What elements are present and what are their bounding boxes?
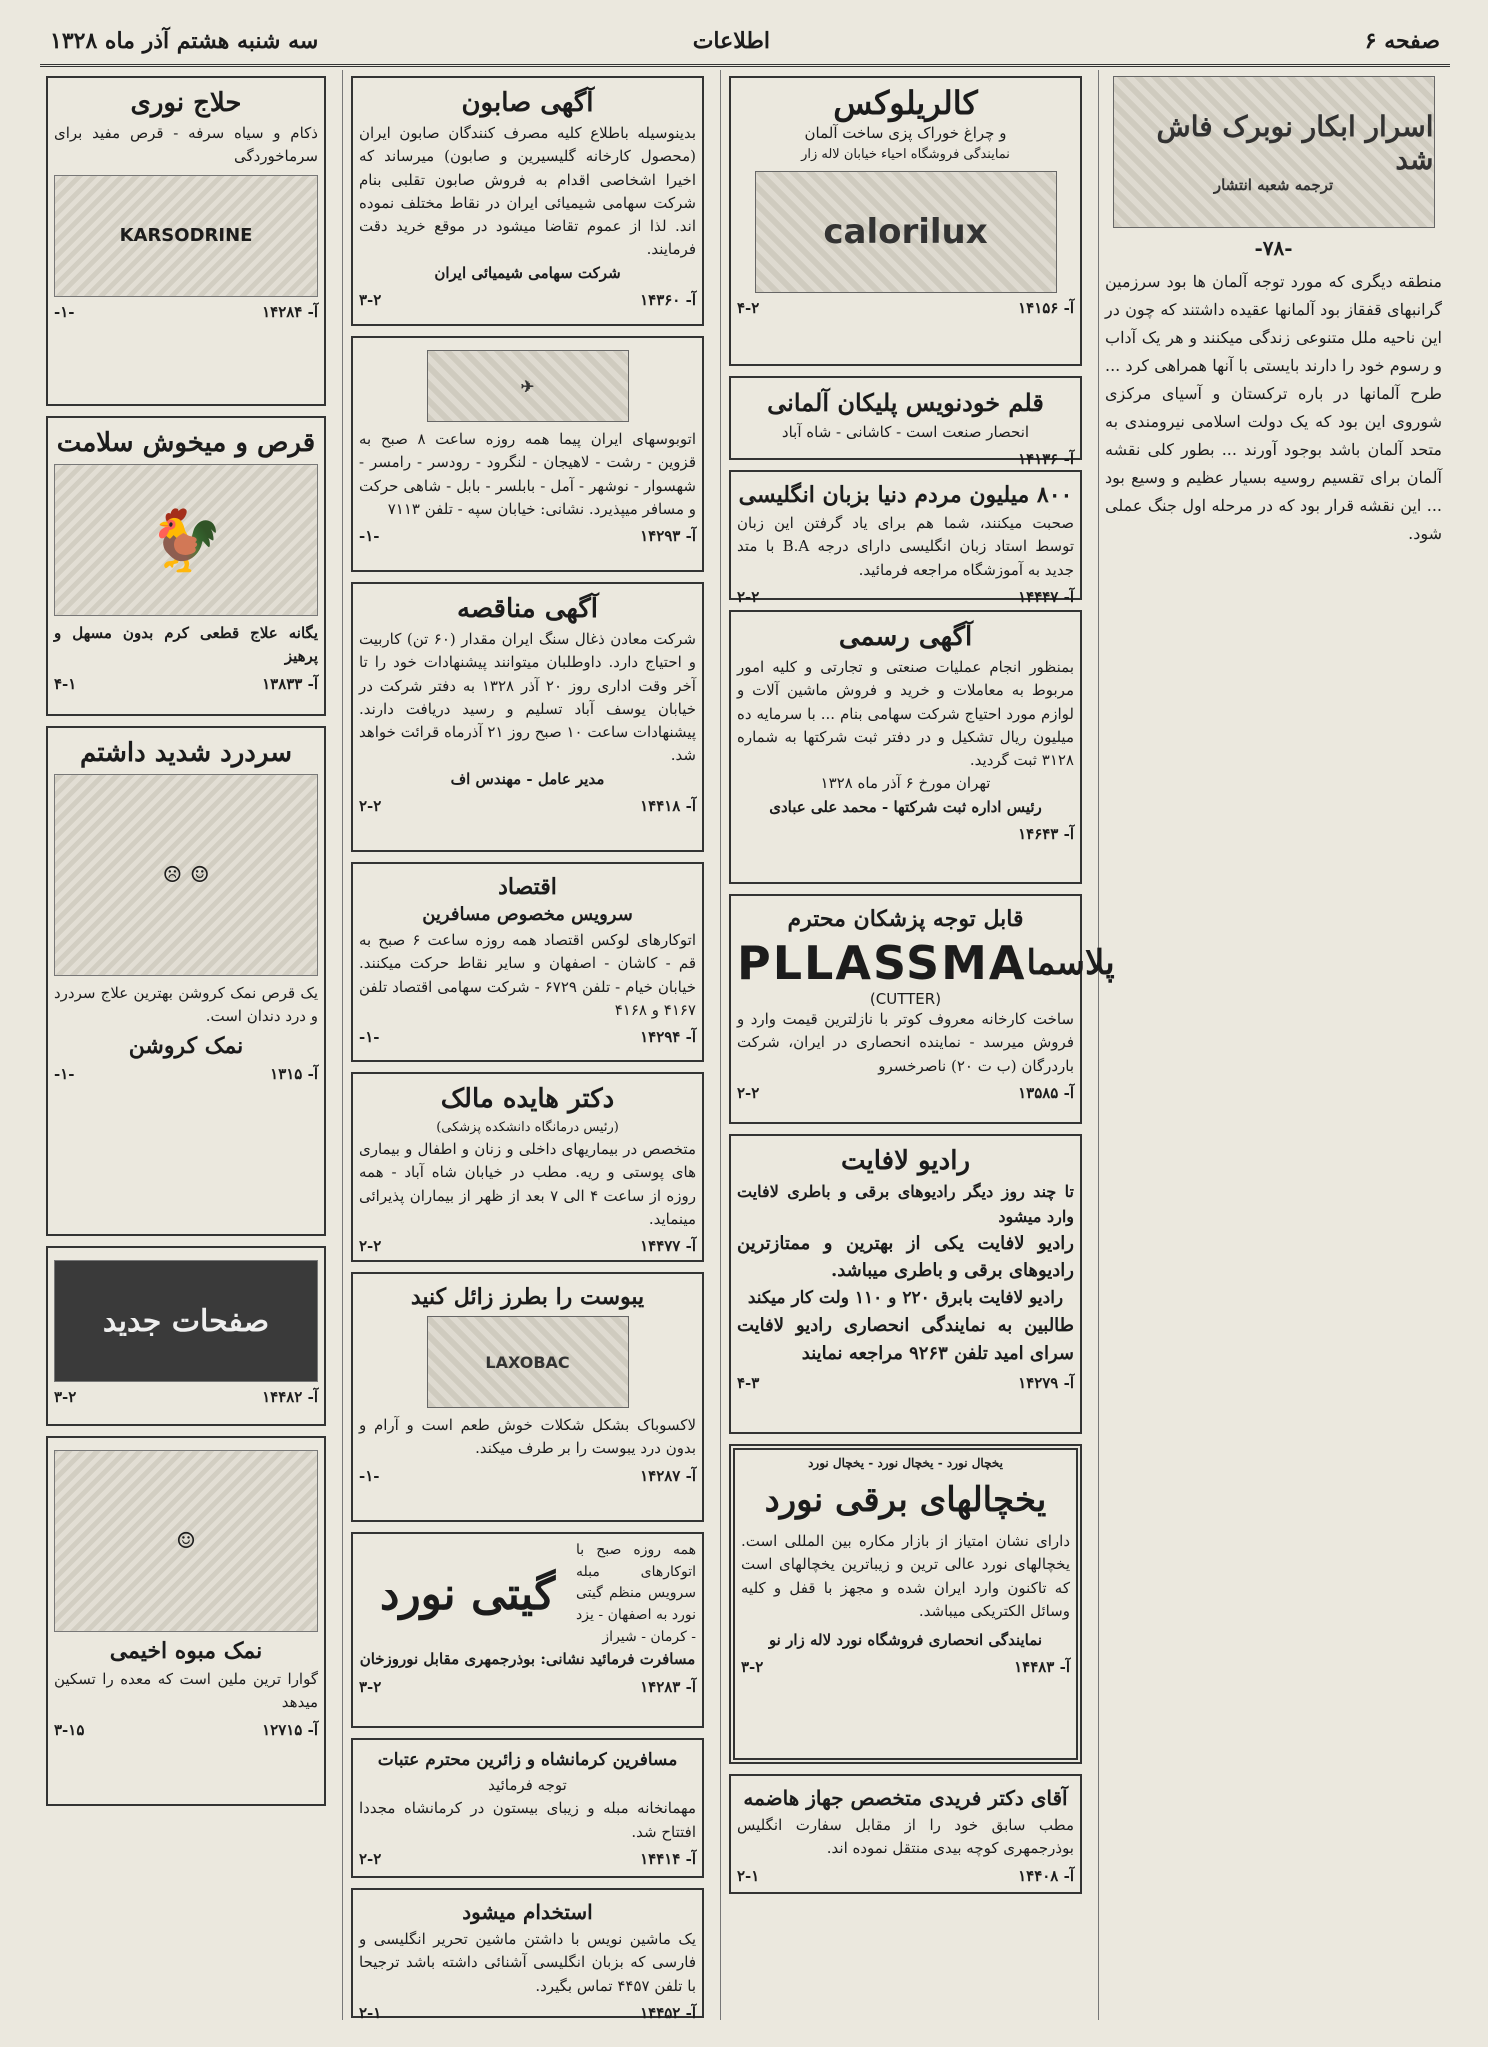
hire-body: یک ماشین نویس با داشتن ماشین تحریر انگلیسی و فارسی که بزبان انگلیسی آشنائی داشته باشد ترجیحا با تلفن ۴۴۵۷ تماس بگیرد.: [359, 1930, 696, 1995]
plasma-lead: قابل توجه پزشکان محترم: [787, 906, 1024, 932]
soap-title: آگهی صابون: [461, 88, 594, 118]
official-date: تهران مورخ ۶ آذر ماه ۱۳۲۸: [820, 774, 991, 793]
books-title: صفحات جدید: [54, 1260, 318, 1382]
serial-title: اسرار ابکار نوبرک فاش شد: [1156, 110, 1434, 176]
issue-date: سه شنبه هشتم آذر ماه ۱۳۲۸: [50, 28, 319, 54]
hallaj-code: آ- ۱۴۲۸۴ -۱-: [54, 302, 318, 321]
salamat-code: آ- ۱۳۸۳۳ ۴-۱: [54, 674, 318, 693]
hire-ad: [351, 1888, 704, 2022]
tender-ad: [351, 582, 704, 852]
hire-code: آ- ۱۴۴۵۲ ۲-۱: [359, 2003, 696, 2022]
headache-code: آ- ۱۳۱۵ -۱-: [54, 1064, 318, 1083]
tender-signature: مدیر عامل - مهندس اف: [450, 769, 605, 788]
hallaj-body: ذکام و سیاه سرفه - قرص مفید برای سرماخوردگی: [54, 124, 318, 166]
fridge-agent: نمایندگی انحصاری فروشگاه نورد لاله زار نو: [768, 1631, 1043, 1649]
hire-title: استخدام میشود: [462, 1900, 593, 1924]
kermanshah-title: مسافرین کرمانشاه و زائرین محترم عتبات: [377, 1750, 678, 1770]
iran-bus-ad: [351, 336, 704, 572]
serial-number: -۷۸-: [1254, 236, 1293, 260]
radio-body-1: تا چند روز دیگر رادیوهای برقی و باطری لافایت وارد میشود: [737, 1182, 1074, 1226]
serial-banner: [1113, 76, 1435, 228]
column-2: [720, 70, 1115, 2020]
headache-title: سردرد شدید داشتم: [80, 738, 292, 768]
radio-code: آ- ۱۴۲۷۹ ۴-۳: [737, 1373, 1074, 1392]
biscuit-ad: [46, 1436, 326, 1806]
eghtesad-title: سرویس مخصوص مسافرین: [422, 904, 633, 925]
soap-body: بدینوسیله باطلاع کلیه مصرف کنندگان صابون ایران (محصول کارخانه گلیسیرین و صابون) میرساند که اخیرا اشخاصی اقدام به فروش صابون تقلبی بنام شرکت سهامی شیمیائی ایران در نقاط مختلف نموده اند. لذا از عموم تقاضا میشود در موقع خرید دقت فرمایند.: [359, 124, 696, 259]
kermanshah-ad: [351, 1738, 704, 1878]
radio-body-4: طالبین به نمایندگی انحصاری رادیو لافایت سرای امید تلفن ۹۲۶۳ مراجعه نمایند: [737, 1314, 1074, 1364]
giti-brand: گیتی نورد: [379, 1568, 556, 1620]
calorilux-code: آ- ۱۴۱۵۶ ۴-۲: [737, 299, 1074, 318]
eghtesad-logo: اقتصاد: [498, 874, 557, 900]
official-title: آگهی رسمی: [838, 622, 973, 652]
tender-title: آگهی مناقصه: [457, 594, 598, 624]
headache-body: یک قرص نمک کروشن بهترین علاج سردرد و درد دندان است.: [54, 984, 318, 1026]
kermanshah-body: مهمانخانه مبله و زیبای بیستون در کرمانشاه مجددا افتتاح شد.: [359, 1799, 696, 1841]
giti-code: آ- ۱۴۲۸۳ ۳-۲: [359, 1677, 696, 1696]
official-code: آ- ۱۴۶۴۳: [1018, 824, 1074, 843]
page-number: صفحه ۶: [1364, 28, 1440, 54]
doctor-ad: [351, 1072, 704, 1262]
faridi-body: مطب سابق خود را از مقابل سفارت انگلیس بوذرجمهری کوچه بیدی منتقل نموده اند.: [737, 1816, 1074, 1858]
calorilux-title: کالریلوکس: [833, 84, 978, 122]
official-body: بمنظور انجام عملیات صنعتی و تجارتی و کلیه امور مربوط به معاملات و خرید و فروش ماشین آلات و لوازم مورد احتیاج شرکت سهامی بنام ... با سرمایه ده میلیون ریال تشکیل و در دفتر ثبت شرکتها به شماره ۳۱۲۸ ثبت گردید.: [737, 658, 1074, 769]
tender-body: شرکت معادن ذغال سنگ ایران مقدار (۶۰ تن) کاربیت و احتیاج دارد. داوطلبان میتوانند پیشنهادات خود را تا آخر وقت اداری روز ۲۰ آذر ۱۳۲۸ به دفتر شرکت در خیابان یوسف آباد تسلیم و رسید دریافت دارند. پیشنهادات ساعت ۱۰ صبح روز ۲۱ آذرماه قرائت خواهد شد.: [358, 630, 696, 765]
radio-ad: [729, 1134, 1082, 1434]
doctor-title: دکتر هایده مالک: [440, 1084, 615, 1114]
salamat-title: قرص و میخوش سلامت: [56, 428, 316, 458]
biscuit-body: گوارا ترین ملین است که معده را تسکین میدهد: [54, 1670, 318, 1712]
eghtesad-body: اتوکارهای لوکس اقتصاد همه روزه ساعت ۶ صبح به قم - کاشان - اصفهان و سایر نقاط حرکت میکنند. خیابان خیام - تلفن ۶۷۲۹ - شرکت سهامی اقتصاد تلفن ۴۱۶۷ و ۴۱۶۸: [359, 931, 697, 1019]
calorilux-subtitle: و چراغ خوراک پزی ساخت آلمان: [804, 124, 1007, 142]
laxobac-box-image: LAXOBAC: [427, 1316, 629, 1408]
official-notice: [729, 610, 1082, 884]
giti-address: مسافرت فرمائید نشانی: بوذرجمهری مقابل نوروزخان: [359, 1650, 696, 1669]
english-title: ۸۰۰ میلیون مردم دنیا بزبان انگلیسی: [738, 482, 1073, 508]
plasma-persian: پلاسما: [1026, 943, 1115, 983]
hallaj-ad: [46, 76, 326, 406]
faridi-code: آ- ۱۴۴۰۸ ۲-۱: [737, 1866, 1074, 1885]
serial-body: منطقه دیگری که مورد توجه آلمان ها بود سرزمین گرانبهای قفقاز بود آلمانها عقیده داشتند که چون در این ناحیه ملل متنوعی زندگی میکنند و هر یک آداب و رسوم خود را دارند بایستی با آنها همراهی کرد ... طرح آلمانها در باره ترکستان و آسیای مرکزی شوروی این بود که یک دولت اسلامی نیرومندی به متحد آلمان باشد بوجود آورند ... بطور کلی نقشه آلمان برای تقسیم روسیه بسیار عظیم و وسیع بود ... این نقشه قرار بود که در مرحله اول جنگ عملی شود.: [1105, 272, 1442, 543]
serial-subtitle: ترجمه شعبه انتشار: [1213, 176, 1334, 194]
english-code: آ- ۱۴۴۴۷ ۲-۲: [737, 587, 1074, 606]
column-3: [342, 70, 712, 2020]
fridge-ad: [729, 1444, 1082, 1764]
laxobac-code: آ- ۱۴۲۸۷ -۱-: [359, 1466, 696, 1485]
column-4: [38, 70, 334, 2020]
doctor-body: متخصص در بیماریهای داخلی و زنان و اطفال و بیماری های پوستی و ریه. مطب در خیابان شاه آباد - همه روزه از ساعت ۴ الی ۷ بعد از ظهر از بیماران پذیرائی مینماید.: [359, 1140, 697, 1228]
doctor-subtitle: (رئیس درمانگاه دانشکده پزشکی): [436, 1120, 619, 1135]
bus-logo: ✈: [427, 350, 629, 422]
giti-noord-ad: [351, 1532, 704, 1728]
faces-image: ☺ ☹: [54, 774, 318, 976]
radio-body-2: رادیو لافایت یکی از بهترین و ممتازترین رادیوهای برقی و باطری میباشد.: [737, 1232, 1074, 1282]
salamat-body: یگانه علاج قطعی کرم بدون مسهل و پرهیز: [54, 624, 318, 666]
bus-code: آ- ۱۴۲۹۳ -۱-: [359, 527, 696, 545]
eghtesad-ad: [351, 862, 704, 1062]
headache-ad: [46, 726, 326, 1236]
headache-brand: نمک کروشن: [128, 1032, 244, 1059]
serial-column: [1098, 70, 1448, 2020]
radio-body-3: رادیو لافایت بابرق ۲۲۰ و ۱۱۰ ولت کار میکند: [747, 1288, 1064, 1309]
fridge-border-text: یخچال نورد - یخچال نورد - یخچال نورد: [808, 1456, 1003, 1470]
calorilux-ad: [729, 76, 1082, 366]
soap-ad: [351, 76, 704, 326]
doctor-faridi-ad: [729, 1774, 1082, 1894]
plasma-ad: [729, 894, 1115, 1124]
pelikan-body: انحصار صنعت است - کاشانی - شاه آباد: [781, 423, 1030, 441]
soap-code: آ- ۱۴۳۶۰ ۳-۲: [359, 290, 696, 309]
books-code: آ- ۱۴۴۸۲ ۳-۲: [54, 1388, 318, 1406]
newspaper-name: اطلاعات: [692, 28, 770, 54]
radio-title: رادیو لافایت: [840, 1146, 971, 1176]
pelikan-ad: [729, 376, 1082, 469]
faridi-title: آقای دکتر فریدی متخصص جهاز هاضمه: [743, 1786, 1068, 1810]
hallaj-title: حلاج نوری: [130, 88, 242, 118]
plasma-maker: (CUTTER): [869, 990, 942, 1008]
laxobac-ad: [351, 1272, 704, 1522]
plasma-latin: PLLASSMA: [737, 936, 1027, 990]
page-header: [40, 18, 1450, 67]
woman-image: ☺: [54, 1450, 318, 1632]
laxobac-headline: یبوست را بطرز زائل کنید: [410, 1284, 645, 1310]
books-ad: [46, 1246, 326, 1426]
doctor-code: آ- ۱۴۴۷۷ ۲-۲: [359, 1237, 696, 1256]
giti-body: همه روزه صبح با اتوکارهای مبله سرویس منظم گیتی نورد به اصفهان - یزد - کرمان - شیراز: [576, 1542, 696, 1645]
kermanshah-subtitle: توجه فرمائید: [488, 1776, 567, 1794]
biscuit-code: آ- ۱۲۷۱۵ ۳-۱۵: [54, 1720, 318, 1739]
heater-image: calorilux: [755, 171, 1057, 293]
pelikan-title: قلم خودنویس پلیکان آلمانی: [767, 388, 1044, 417]
fridge-body: دارای نشان امتیاز از بازار مکاره بین المللی است. یخچالهای نورد عالی ترین و زیباترین یخچالهای است که تاکنون وارد ایران شده و مجهز با قفل و کلیه وسائل الکتریکی میباشد.: [741, 1532, 1070, 1620]
eghtesad-code: آ- ۱۴۲۹۴ -۱-: [359, 1028, 696, 1046]
fridge-title: یخچالهای برقی نورد: [764, 1480, 1047, 1520]
english-body: صحبت میکنند، شما هم برای یاد گرفتن این زبان توسط استاد زبان انگلیسی دارای درجه B.A با متد جدید به آموزشگاه مراجعه فرمائید.: [737, 514, 1074, 579]
tender-code: آ- ۱۴۴۱۸ ۲-۲: [359, 796, 696, 815]
fridge-code: آ- ۱۴۴۸۳ ۳-۲: [741, 1658, 1070, 1677]
salamat-ad: [46, 416, 326, 716]
calorilux-agent: نمایندگی فروشگاه احیاء خیابان لاله زار: [801, 147, 1010, 163]
official-signature: رئیس اداره ثبت شرکتها - محمد علی عبادی: [769, 797, 1042, 816]
english-ad: [729, 470, 1082, 606]
laxobac-body: لاکسوباک بشکل شکلات خوش طعم است و آرام و بدون درد یبوست را بر طرف میکند.: [359, 1416, 696, 1458]
kermanshah-code: آ- ۱۴۴۱۴ ۲-۲: [359, 1849, 696, 1868]
pelikan-code: آ- ۱۴۱۳۶: [1018, 450, 1074, 469]
plasma-code: آ- ۱۳۵۸۵ ۲-۲: [737, 1083, 1074, 1102]
karsodrine-image: KARSODRINE: [54, 175, 318, 297]
soap-signature: شرکت سهامی شیمیائی ایران: [434, 263, 621, 282]
plasma-body: ساخت کارخانه معروف کوتر با نازلترین قیمت وارد و فروش میرسد - نماینده انحصاری در ایران، شرکت باردرگان (ب ت ۲۰) ناصرخسرو: [737, 1010, 1074, 1075]
rooster-icon: 🐓: [54, 464, 318, 616]
biscuit-title: نمک مبوه اخیمی: [109, 1638, 263, 1664]
bus-body: اتوبوسهای ایران پیما همه روزه ساعت ۸ صبح به قزوین - رشت - لاهیجان - لنگرود - رودسر - رامسر - شهسوار - نوشهر - آمل - بابلسر - بابل - شاهی حرکت و مسافر میپذیرد. نشانی: خیابان سپه - تلفن ۷۱۱۳: [359, 430, 696, 518]
